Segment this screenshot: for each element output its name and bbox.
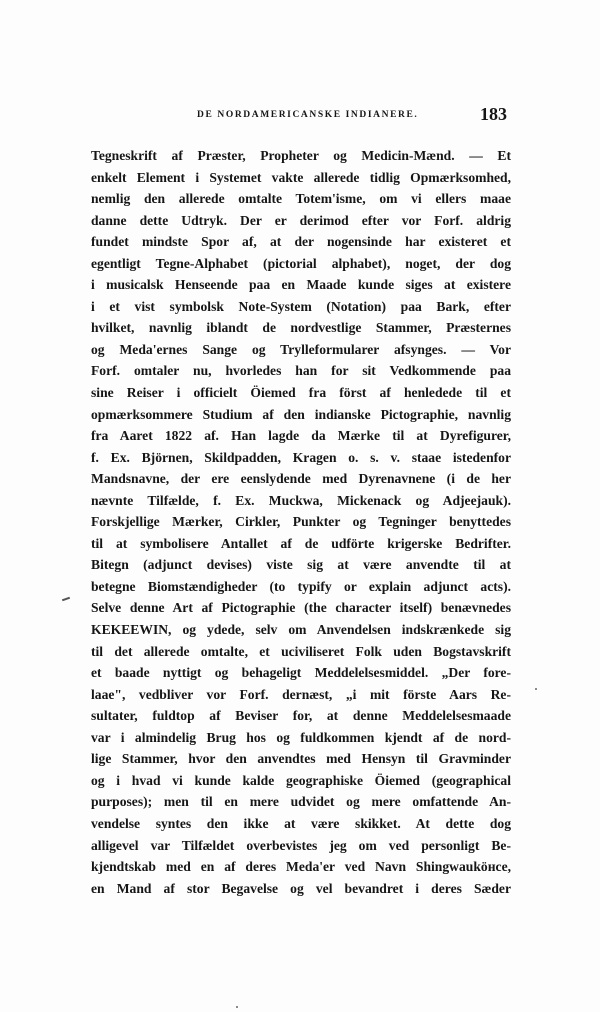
text-line: og Meda'ernes Sange og Trylleformularer afsynges. — Vor (91, 341, 511, 357)
text-line: fra Aaret 1822 af. Han lagde da Mærke til at Dyrefigurer, (91, 428, 511, 444)
text-line: kjendtskab med en af deres Meda'er ved Navn Shingwauköнce, (91, 859, 511, 875)
text-line: Tegneskrift af Præster, Propheter og Medicin-Mænd. — Et (91, 148, 511, 163)
text-line: vendelse syntes den ikke at være skikket. At dette dog (91, 815, 511, 831)
text-line: opmærksommere Studium af den indianske Pictographie, navnlig (91, 406, 511, 422)
running-header (91, 106, 509, 128)
text-line: enkelt Element i Systemet vakte allerede tidlig Opmærksomhed, (91, 169, 511, 185)
page-speck (236, 1006, 238, 1008)
text-line: fundet mindste Spor af, at der nogensinde har existeret et (91, 234, 511, 250)
text-line: til det allerede omtalte, et uciviliseret Folk uden Bogstavskrift (91, 643, 511, 659)
text-line: lige Stammer, hvor den anvendtes med Hensyn til Gravminder (91, 751, 511, 767)
text-line: nævnte Tilfælde, f. Ex. Muckwa, Mickenack og Adjeejauk). (91, 492, 511, 508)
text-line: i et vist symbolsk Note-System (Notation) paa Bark, efter (91, 298, 511, 314)
text-line: alligevel var Tilfældet overbevistes jeg om ved personligt Be- (91, 837, 511, 853)
running-title: DE NORDAMERICANSKE INDIANERE. (197, 110, 419, 120)
text-line: KEKEEWIN, og ydede, selv om Anvendelsen indskrænkede sig (91, 622, 511, 638)
text-line: sine Reiser i officielt Öiemed fra först af henledede til et (91, 385, 511, 401)
text-line: danne dette Udtryk. Der er derimod efter vor Forf. aldrig (91, 212, 511, 228)
margin-mark (62, 597, 70, 602)
text-line: og i hvad vi kunde kalde geographiske Öiemed (geographical (91, 772, 511, 788)
body-text (91, 145, 511, 899)
text-line: Mandsnavne, der ere eenslydende med Dyrenavnene (i de her (91, 471, 511, 487)
text-line: laae", vedbliver vor Forf. dernæst, „i mit förste Aars Re- (91, 686, 511, 702)
text-line: et baade nyttigt og behageligt Meddelelsesmiddel. „Der fore- (91, 665, 511, 681)
text-line: til at symbolisere Antallet af de udförte krigerske Bedrifter. (91, 535, 511, 551)
text-line: Forf. omtaler nu, hvorledes han for sit Vedkommende paa (91, 363, 511, 379)
text-line: var i almindelig Brug hos og fuldkommen kjendt af de nord- (91, 729, 511, 745)
text-line: purposes); men til en mere udvidet og mere omfattende An- (91, 794, 511, 810)
text-line: nemlig den allerede omtalte Totem'isme, om vi ellers maae (91, 191, 511, 207)
text-line: Selve denne Art af Pictographie (the character itself) benævnedes (91, 600, 511, 616)
text-line: betegne Biomstændigheder (to typify or explain adjunct acts). (91, 578, 511, 594)
page-number: 183 (480, 104, 507, 124)
text-line: en Mand af stor Begavelse og vel bevandret i deres Sæder (91, 880, 511, 896)
text-line: f. Ex. Björnen, Skildpadden, Kragen o. s. v. staae istedenfor (91, 449, 511, 465)
page-speck (535, 688, 537, 690)
text-line: hvilket, navnlig iblandt de nordvestlige Stammer, Præsternes (91, 320, 511, 336)
text-line: sultater, fuldtop af Beviser for, at denne Meddelelsesmaade (91, 708, 511, 724)
text-line: egentligt Tegne-Alphabet (pictorial alphabet), noget, der dog (91, 255, 511, 271)
text-line: Forskjellige Mærker, Cirkler, Punkter og Tegninger benyttedes (91, 514, 511, 530)
text-line: i musicalsk Henseende paa en Maade kunde siges at existere (91, 277, 511, 293)
text-line: Bitegn (adjunct devises) viste sig at være anvendte til at (91, 557, 511, 573)
